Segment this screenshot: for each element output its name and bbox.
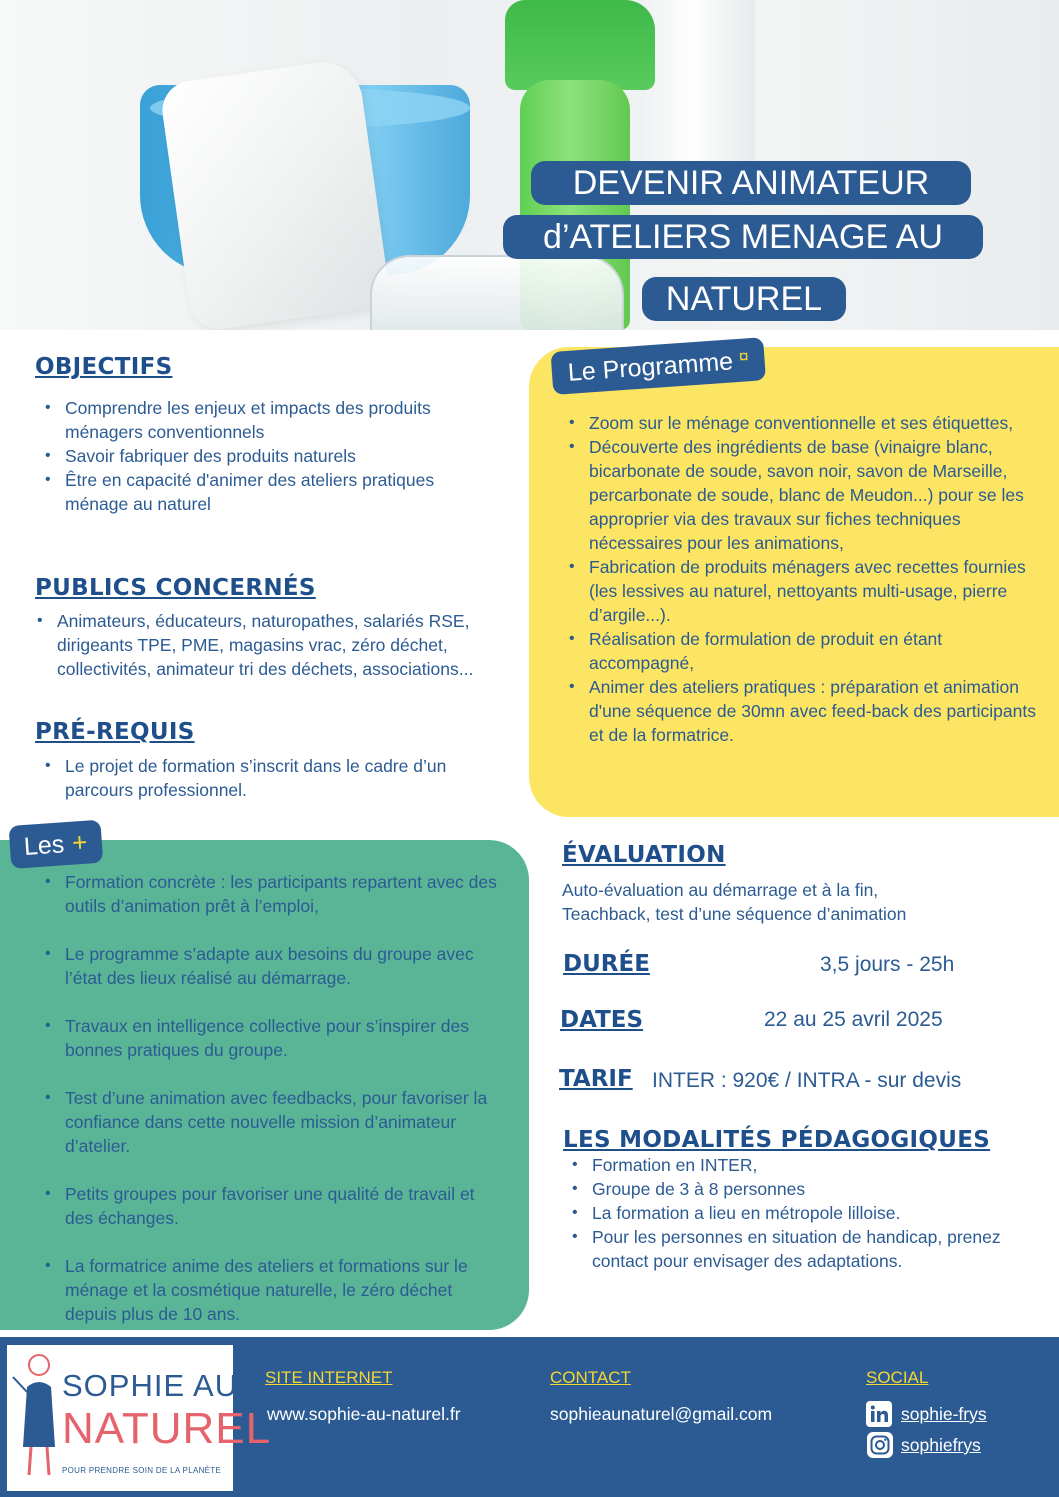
logo-text-bottom: NATUREL: [62, 1404, 272, 1453]
list-item: • Travaux en intelligence collective pour s’inspirer des bonnes pratiques du groupe.: [35, 1014, 505, 1062]
objectifs-list: [35, 396, 490, 516]
plus-icon: +: [71, 826, 89, 858]
list-item: • Formation concrète : les participants repartent avec des outils d’animation prêt à l’emploi,: [35, 870, 505, 918]
title-line-2: d’ATELIERS MENAGE AU: [503, 215, 983, 259]
list-item: • Réalisation de formulation de produit en étant accompagné,: [559, 627, 1047, 675]
title-line-3: NATUREL: [642, 277, 846, 321]
list-item: • Comprendre les enjeux et impacts des produits ménagers conventionnels: [35, 396, 490, 444]
cleaning-cloth: [159, 57, 392, 330]
list-item: • Savoir fabriquer des produits naturels: [35, 444, 490, 468]
glass-jar: [370, 255, 624, 330]
list-item: • Fabrication de produits ménagers avec recettes fournies (les lessives au naturel, nettoyants multi-usage, pierre d’argile...).: [559, 555, 1047, 627]
list-item: • Animer des ateliers pratiques : préparation et animation d'une séquence de 30mn avec feed-back des participants et de la formatrice.: [559, 675, 1047, 747]
duree-label: DURÉE: [563, 951, 650, 977]
list-item: • Pour les personnes en situation de handicap, prenez contact pour envisager des adaptations.: [562, 1225, 1032, 1273]
list-item: • La formation a lieu en métropole lilloise.: [562, 1201, 1032, 1225]
linkedin-link[interactable]: sophie-frys: [901, 1404, 987, 1424]
modalites-list: [562, 1153, 1032, 1273]
logo-text-top: SOPHIE AU: [62, 1368, 239, 1403]
social-heading: SOCIAL: [866, 1368, 929, 1387]
list-item: • Petits groupes pour favoriser une qualité de travail et des échanges.: [35, 1182, 505, 1230]
instagram-icon[interactable]: [867, 1432, 893, 1463]
list-item: • Le programme s’adapte aux besoins du groupe avec l’état des lieux réalisé au démarrage.: [35, 942, 505, 990]
tarif-value: INTER : 920€ / INTRA - sur devis: [652, 1069, 962, 1092]
advantages-list: [35, 870, 505, 1350]
dates-value: 22 au 25 avril 2025: [764, 1008, 943, 1031]
email-link[interactable]: sophieaunaturel@gmail.com: [550, 1404, 773, 1424]
evaluation-text: Auto-évaluation au démarrage et à la fin, Teachback, test d’une séquence d’animation: [562, 880, 907, 924]
publics-heading: PUBLICS CONCERNÉS: [35, 575, 316, 601]
list-item: • Test d’une animation avec feedbacks, pour favoriser la confiance dans cette nouvelle mission d’animateur d’atelier.: [35, 1086, 505, 1158]
sparkle-icon: ¤: [737, 346, 750, 367]
dates-label: DATES: [560, 1007, 644, 1033]
list-item: • Groupe de 3 à 8 personnes: [562, 1177, 1032, 1201]
advantages-label: [9, 820, 103, 869]
list-item: • Animateurs, éducateurs, naturopathes, salariés RSE, dirigeants TPE, PME, magasins vrac, zéro déchet, collectivités, animateur tri des déchets, associations...: [27, 609, 477, 681]
site-heading: SITE INTERNET: [265, 1368, 393, 1387]
duree-value: 3,5 jours - 25h: [820, 953, 955, 976]
evaluation-heading: ÉVALUATION: [562, 842, 726, 868]
list-item: • Être en capacité d'animer des ateliers pratiques ménage au naturel: [35, 468, 490, 516]
contact-heading: CONTACT: [550, 1368, 631, 1387]
instagram-link[interactable]: sophiefrys: [901, 1435, 981, 1455]
linkedin-icon[interactable]: [866, 1401, 892, 1432]
list-item: • La formatrice anime des ateliers et formations sur le ménage et la cosmétique naturelle, le zéro déchet depuis plus de 10 ans.: [35, 1254, 505, 1326]
modalites-heading: LES MODALITÉS PÉDAGOGIQUES: [563, 1127, 991, 1153]
site-link[interactable]: www.sophie-au-naturel.fr: [267, 1404, 461, 1424]
objectifs-heading: OBJECTIFS: [35, 354, 173, 380]
prerequis-heading: PRÉ-REQUIS: [35, 719, 195, 745]
programme-label-text: Le Programme: [567, 347, 734, 387]
logo-tagline: POUR PRENDRE SOIN DE LA PLANÈTE: [62, 1466, 222, 1475]
publics-list: [27, 609, 477, 681]
list-item: • Découverte des ingrédients de base (vinaigre blanc, bicarbonate de soude, savon noir, savon de Marseille, percarbonate de soude, blanc de Meudon...) pour se les approprier via des travaux sur fiches techniques nécessaires pour les animations,: [559, 435, 1047, 555]
list-item: • Formation en INTER,: [562, 1153, 1032, 1177]
prerequis-list: [35, 754, 465, 802]
title-line-1: DEVENIR ANIMATEUR: [531, 161, 971, 205]
tarif-label: TARIF: [559, 1066, 633, 1092]
list-item: • Zoom sur le ménage conventionnelle et ses étiquettes,: [559, 411, 1047, 435]
programme-list: [559, 411, 1047, 747]
list-item: • Le projet de formation s’inscrit dans le cadre d’un parcours professionnel.: [35, 754, 465, 802]
advantages-label-text: Les: [23, 830, 66, 861]
spray-nozzle: [505, 0, 655, 90]
girl-illustration-icon: [7, 1347, 67, 1487]
